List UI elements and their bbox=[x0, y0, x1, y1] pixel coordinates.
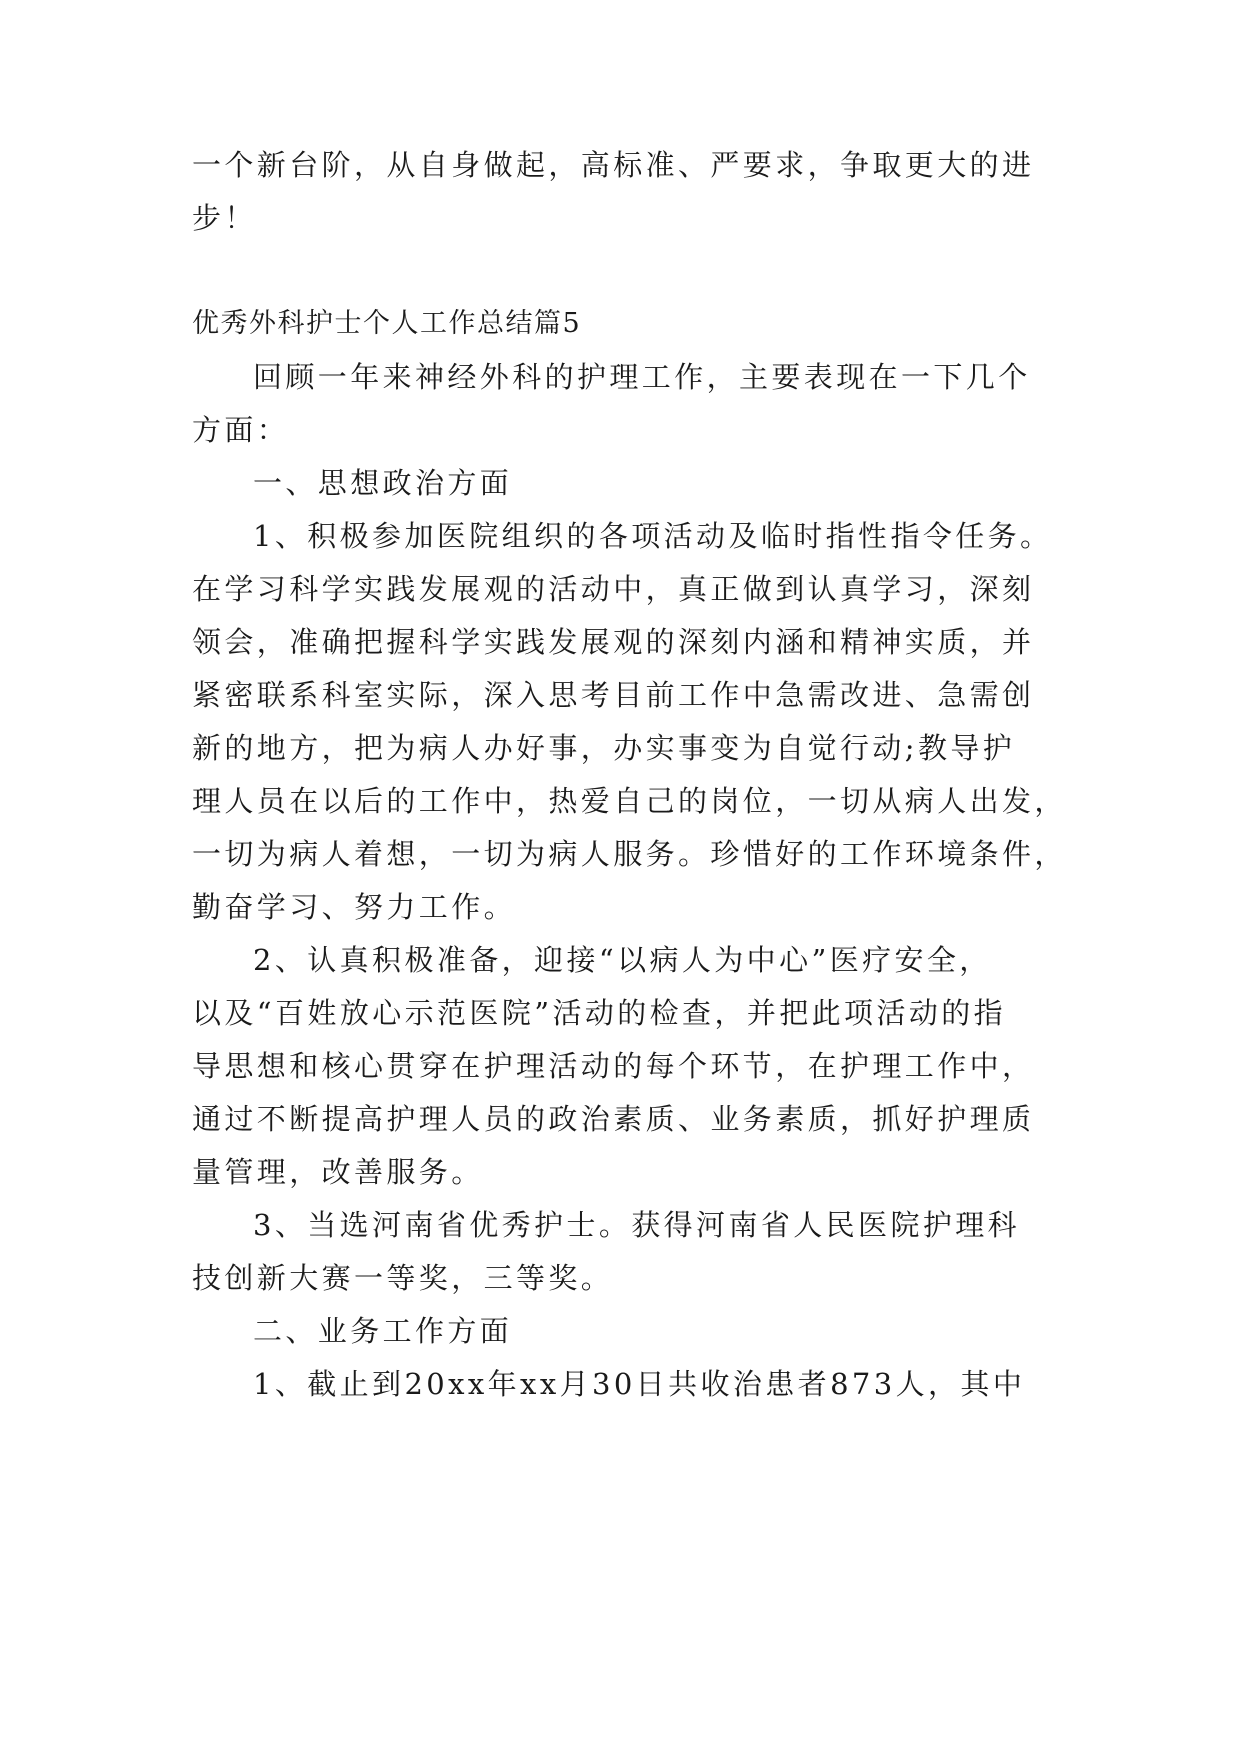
paragraph-line: 以及“百姓放心示范医院”活动的检查，并把此项活动的指 bbox=[192, 996, 1007, 1030]
paragraph-line: 3、当选河南省优秀护士。获得河南省人民医院护理科 bbox=[253, 1208, 1021, 1242]
subheading: 二、业务工作方面 bbox=[253, 1314, 513, 1348]
paragraph-line: 方面： bbox=[192, 413, 290, 447]
paragraph-line: 1、截止到20xx年xx月30日共收治患者873人，其中 bbox=[253, 1367, 1026, 1401]
paragraph-line: 技创新大赛一等奖，三等奖。 bbox=[192, 1261, 614, 1295]
paragraph-line: 2、认真积极准备，迎接“以病人为中心”医疗安全， bbox=[253, 943, 992, 977]
subheading: 一、思想政治方面 bbox=[253, 466, 513, 500]
paragraph-line: 领会，准确把握科学实践发展观的深刻内涵和精神实质，并 bbox=[192, 625, 1035, 659]
paragraph-line: 回顾一年来神经外科的护理工作，主要表现在一下几个 bbox=[253, 360, 1031, 394]
paragraph-line: 理人员在以后的工作中，热爱自己的岗位，一切从病人出发， bbox=[192, 784, 1067, 818]
section-title: 优秀外科护士个人工作总结篇5 bbox=[192, 308, 582, 339]
paragraph-line: 一切为病人着想，一切为病人服务。珍惜好的工作环境条件， bbox=[192, 837, 1067, 871]
paragraph-line: 量管理，改善服务。 bbox=[192, 1155, 484, 1189]
paragraph-line: 导思想和核心贯穿在护理活动的每个环节，在护理工作中， bbox=[192, 1049, 1035, 1083]
paragraph-line: 紧密联系科室实际，深入思考目前工作中急需改进、急需创 bbox=[192, 678, 1035, 712]
paragraph-line: 通过不断提高护理人员的政治素质、业务素质，抓好护理质 bbox=[192, 1102, 1035, 1136]
paragraph-line: 一个新台阶，从自身做起，高标准、严要求，争取更大的进 bbox=[192, 148, 1035, 182]
paragraph-line: 步！ bbox=[192, 201, 257, 235]
paragraph-line: 新的地方，把为病人办好事，办实事变为自觉行动;教导护 bbox=[192, 731, 1016, 765]
paragraph-line: 1、积极参加医院组织的各项活动及临时指性指令任务。 bbox=[253, 519, 1053, 553]
paragraph-line: 勤奋学习、努力工作。 bbox=[192, 890, 517, 924]
paragraph-line: 在学习科学实践发展观的活动中，真正做到认真学习，深刻 bbox=[192, 572, 1035, 606]
